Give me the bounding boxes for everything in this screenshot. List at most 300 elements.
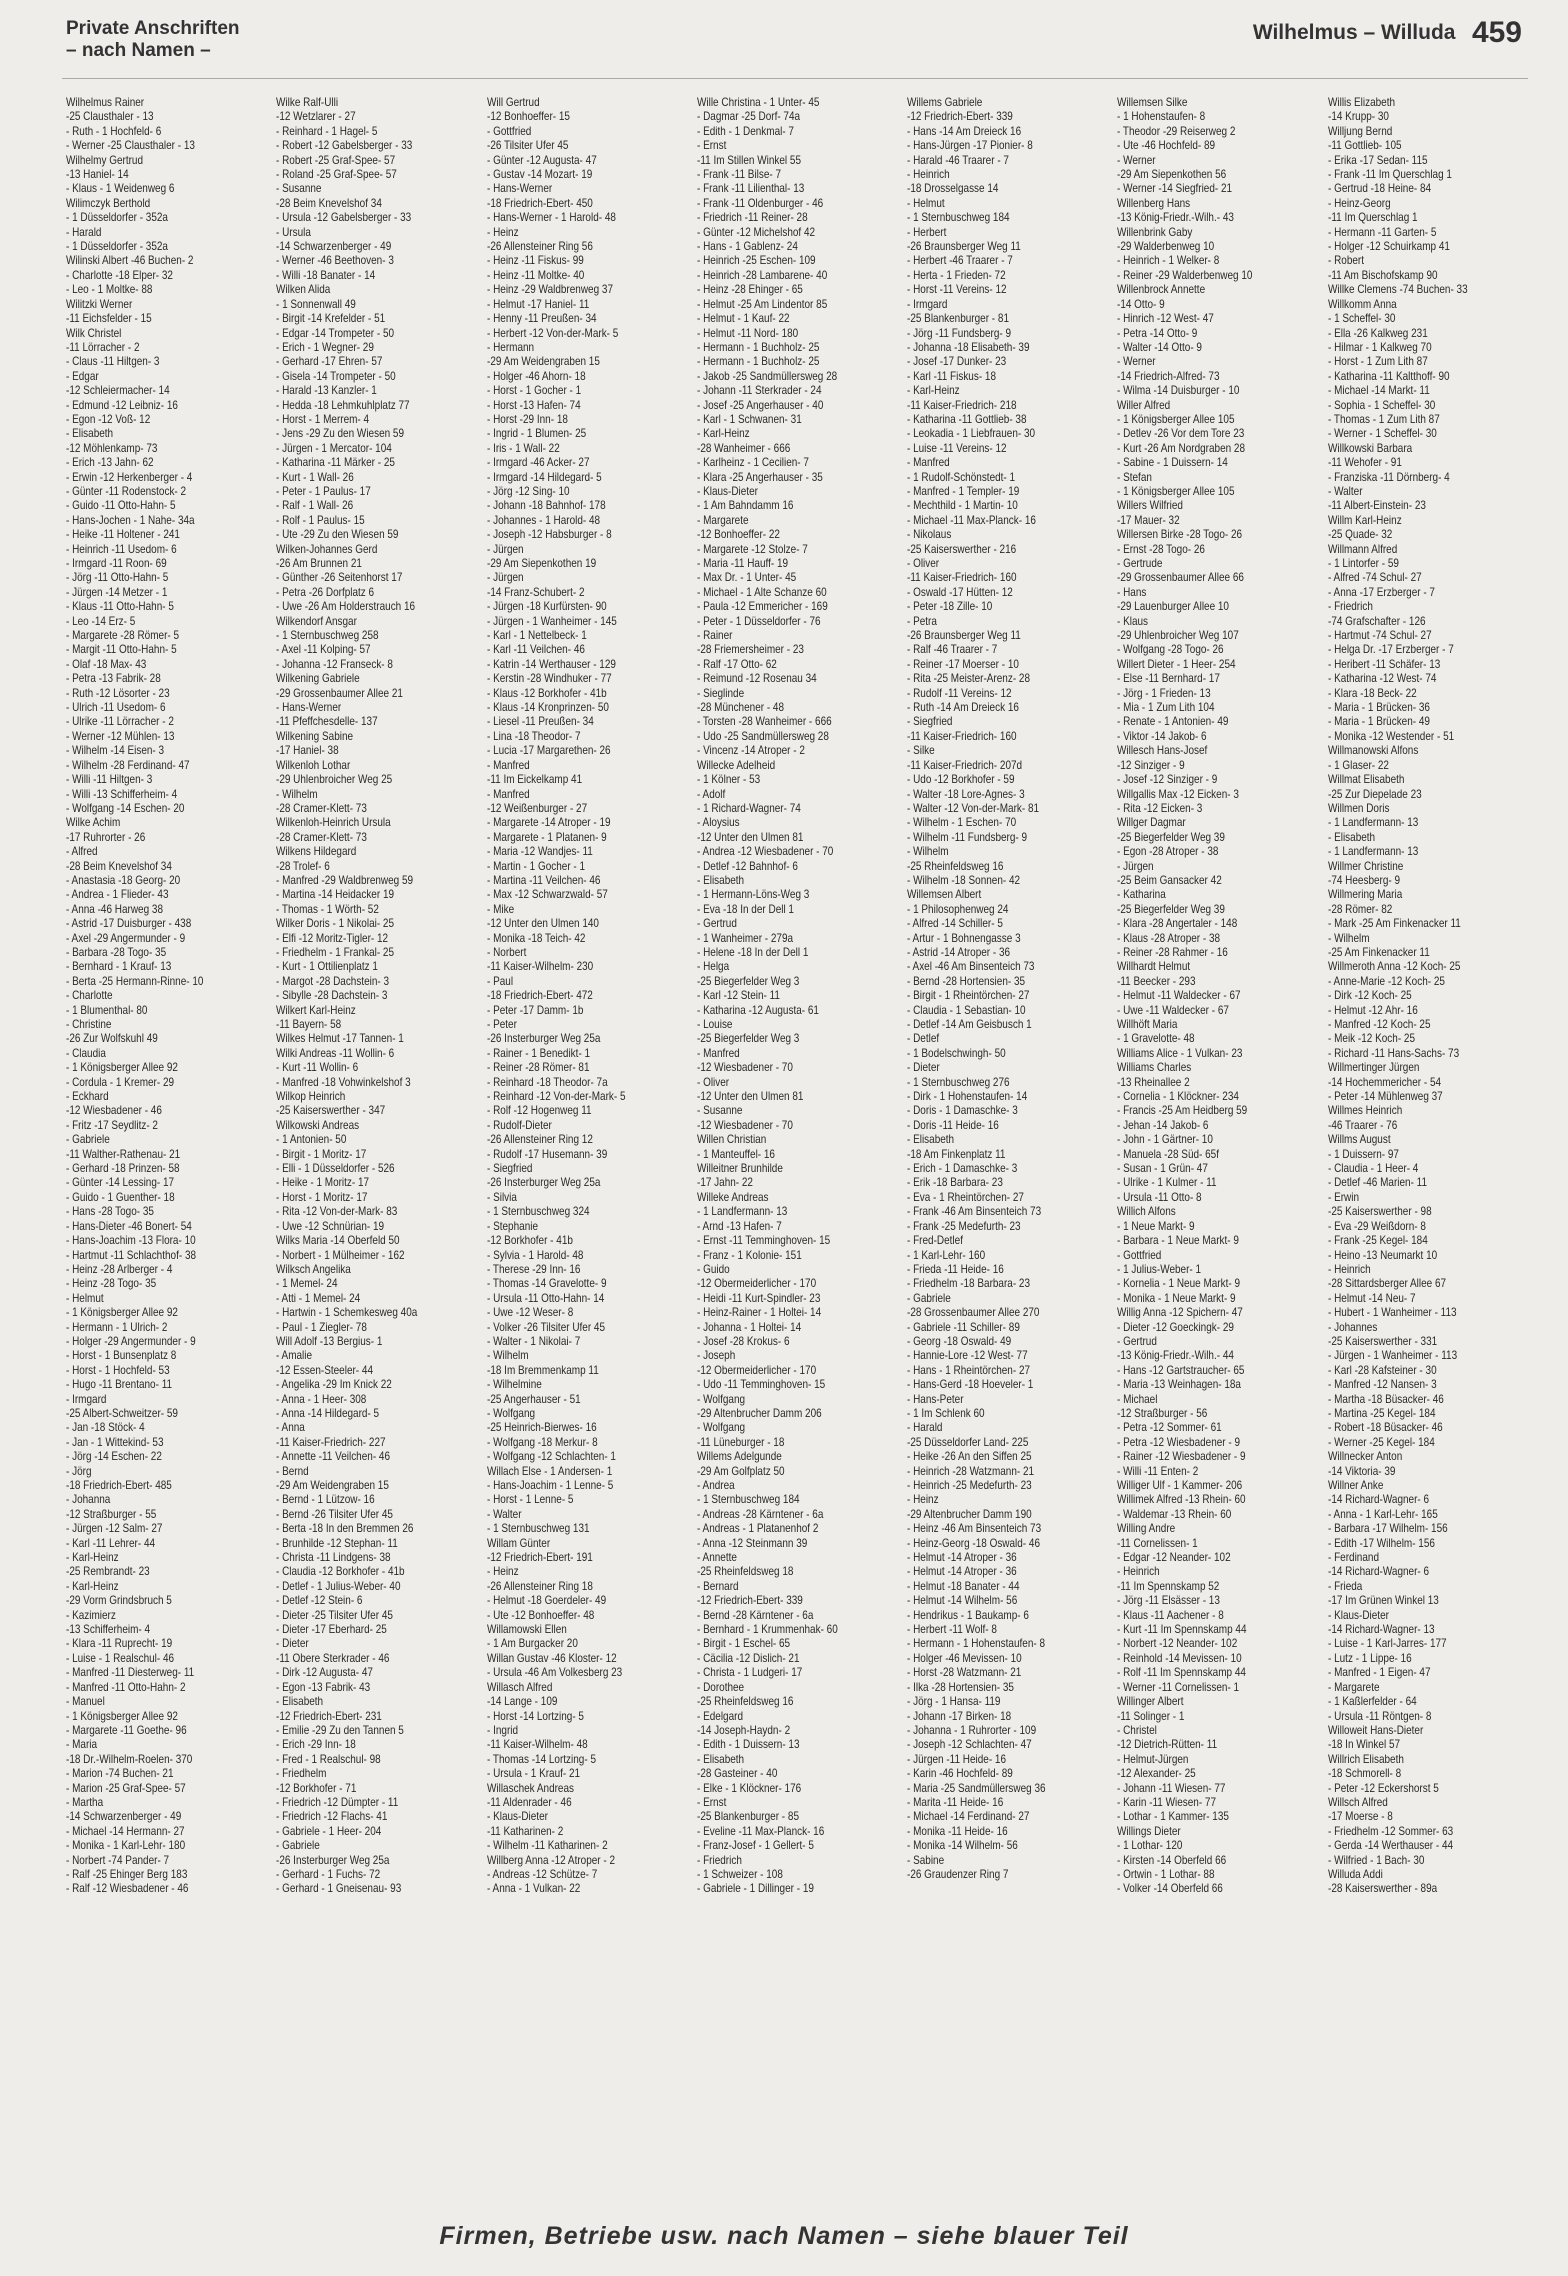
directory-entry: - Peter - 1 Paulus- 17 [276,484,372,498]
directory-entry: - Alfred -14 Schiller- 5 [907,917,1004,931]
directory-entry: - 1 Sternbuschweg 258 [276,629,379,643]
directory-entry: - Theodor -29 Reiserweg 2 [1117,124,1236,138]
directory-entry: - Robert [1327,254,1364,268]
directory-entry: -11 Lörracher - 2 [66,340,140,354]
directory-columns [66,96,1526,2200]
directory-entry: -11 Kaiser-Friedrich- 218 [907,398,1017,412]
directory-entry: - 1 Manteuffel- 16 [696,1147,775,1161]
directory-entry: -11 Walther-Rathenau- 21 [66,1147,181,1161]
directory-entry: - Erika -17 Sedan- 115 [1327,153,1428,167]
directory-entry: - Eveline -11 Max-Planck- 16 [696,1824,825,1838]
directory-entry: - Max Dr. - 1 Unter- 45 [696,571,797,585]
directory-entry: - 1 Königsberger Allee 105 [1117,412,1235,426]
directory-entry: - Hartmut -74 Schul- 27 [1327,629,1432,643]
directory-entry: - Bernd -28 Kärntener - 6a [696,1608,814,1622]
directory-entry: - Karl -11 Fiskus- 18 [907,369,997,383]
directory-entry: - Eva -29 Weißdorn- 8 [1327,1219,1426,1233]
directory-entry: - Dirk -12 Koch- 25 [1327,989,1412,1003]
directory-entry: -29 Uhlenbroicher Weg 107 [1117,629,1240,643]
directory-entry: - Erik -18 Barbara- 23 [907,1176,1004,1190]
directory-entry: Wilkens Hildegard [276,845,357,859]
directory-entry: - Franz-Josef - 1 Gellert- 5 [696,1839,814,1853]
directory-entry: - Gabriele [907,1291,951,1305]
directory-entry: - Thomas -14 Gravelotte- 9 [486,1277,607,1291]
directory-entry: - Gerhard - 1 Gneisenau- 93 [276,1882,402,1896]
directory-entry: - 1 Sonnenwall 49 [276,297,357,311]
directory-entry: - Lina -18 Theodor- 7 [486,729,581,743]
directory-entry: - Wilhelm -11 Katharinen- 2 [486,1839,608,1853]
directory-entry: - Detlef -12 Bahnhof- 6 [696,859,798,873]
directory-entry: - Erich -29 Inn- 18 [276,1738,357,1752]
page-number: 459 [1471,16,1522,49]
directory-entry: - Herbert -12 Von-der-Mark- 5 [486,326,618,340]
directory-entry: - Oliver [907,557,940,570]
directory-entry: - Christa -11 Lindgens- 38 [276,1551,391,1565]
directory-entry: - Harald [66,225,102,239]
directory-entry: - Helmut - 1 Kauf- 22 [696,312,790,326]
directory-entry: - Heinrich -28 Lambarene- 40 [696,268,828,282]
directory-entry: - Frank -11 Lilienthal- 13 [696,182,805,196]
directory-entry: Wilkowski Andreas [276,1118,360,1132]
directory-entry: -18 Schmorell- 8 [1327,1767,1401,1781]
directory-entry: - Hartwin - 1 Schemkesweg 40a [276,1306,418,1320]
directory-entry: - Udo -12 Borkhofer - 59 [907,773,1015,787]
directory-entry: Wilkert Karl-Heinz [276,1003,357,1017]
directory-entry: - Walter [1327,484,1363,498]
directory-entry: - Astrid -14 Atroper - 36 [907,945,1011,959]
directory-entry: - Waldemar -13 Rhein- 60 [1117,1507,1232,1521]
directory-entry: - Hans - 1 Rheintörchen- 27 [907,1363,1031,1377]
directory-entry: - Elisabeth [907,1133,955,1147]
directory-entry: -12 Straßburger - 56 [1117,1406,1208,1420]
directory-entry: - Volker -26 Tilsiter Ufer 45 [486,1320,605,1334]
directory-entry: - Gerhard - 1 Fuchs- 72 [276,1867,381,1881]
directory-entry: - Johann -11 Wiesen- 77 [1117,1781,1226,1795]
directory-entry: - Claudia [66,1046,106,1060]
directory-entry: - Uwe -11 Waldecker - 67 [1117,1003,1230,1017]
directory-entry: - Jürgen -12 Salm- 27 [66,1522,163,1536]
directory-entry: Willemsen Albert [907,888,982,902]
directory-entry: - Vincenz -14 Atroper - 2 [696,744,805,758]
directory-entry: Willeke Andreas [696,1190,769,1204]
directory-entry: Willmes Heinrich [1327,1104,1402,1118]
directory-entry: - Hans -12 Gartstraucher- 65 [1117,1363,1245,1377]
directory-entry: Willkowski Barbara [1327,441,1412,455]
directory-entry: - Ralf -17 Otto- 62 [696,657,777,671]
directory-entry: - Michael -11 Max-Planck- 16 [907,513,1037,527]
directory-entry: - Karin -46 Hochfeld- 89 [907,1767,1014,1781]
directory-entry: - Petra -12 Wiesbadener - 9 [1117,1435,1241,1449]
directory-entry: - Ursula -11 Otto- 8 [1117,1190,1203,1204]
directory-entry: Willenberg Hans [1117,196,1191,210]
directory-entry: - Manfred [486,758,530,772]
directory-entry: -28 Friemersheimer - 23 [696,643,804,657]
directory-entry: - Franziska -11 Dörnberg- 4 [1327,470,1450,484]
directory-entry: - Erich - 1 Wegner- 29 [276,340,375,354]
directory-entry: Willger Dagmar [1117,816,1187,830]
directory-entry: -13 Rheinallee 2 [1117,1075,1191,1089]
directory-entry: -11 Im Eickelkamp 41 [486,773,582,787]
directory-entry: Wilkening Gabriele [276,672,360,686]
directory-entry: - 1 Sternbuschweg 276 [907,1075,1010,1089]
directory-entry: - Heinz [486,1565,519,1579]
directory-entry: - Jürgen - 1 Wanheimer - 145 [486,614,617,628]
directory-entry: Willsch Alfred [1327,1795,1388,1809]
directory-entry: - Karl-Heinz [696,427,750,441]
directory-entry: - Anna -46 Harweg 38 [66,902,164,916]
directory-entry: - Rudolf -17 Husemann- 39 [486,1147,607,1161]
directory-entry: -12 Borkhofer - 41b [486,1234,573,1248]
directory-entry: - Ursula -12 Gabelsberger - 33 [276,211,412,225]
directory-entry: - Anastasia -18 Georg- 20 [66,873,181,887]
directory-entry: - Wolfgang -14 Eschen- 20 [66,801,185,815]
directory-entry: - Ute -29 Zu den Wiesen 59 [276,528,399,542]
directory-entry: Willersen Birke -28 Togo- 26 [1117,528,1243,542]
directory-entry: - Oswald -17 Hütten- 12 [907,585,1013,599]
directory-entry: - Helmut -17 Haniel- 11 [486,297,589,311]
directory-entry: - Werner - 1 Scheffel- 30 [1327,427,1437,441]
directory-entry: - 1 Sternbuschweg 184 [907,211,1010,225]
directory-entry: - Siegfried [486,1162,533,1176]
directory-entry: - Erwin -12 Herkenberger - 4 [66,470,193,484]
directory-entry: Wilkenloh-Heinrich Ursula [276,816,391,830]
directory-entry: -28 Beim Knevelshof 34 [276,196,383,210]
directory-entry: - Luise - 1 Realschul- 46 [66,1651,175,1665]
directory-entry: - Heinz [486,225,519,239]
directory-entry: -25 Rheinfeldsweg 16 [696,1695,794,1709]
directory-entry: - Detlef [907,1032,940,1046]
directory-entry: -25 Clausthaler - 13 [66,110,154,124]
directory-entry: - Guido -11 Otto-Hahn- 5 [66,499,176,513]
footer-note: Firmen, Betriebe usw. nach Namen – siehe blauer Teil [439,2222,1129,2250]
directory-entry: - Emilie -29 Zu den Tannen 5 [276,1723,405,1737]
directory-entry: - Egon -13 Fabrik- 43 [276,1680,371,1694]
directory-entry: - Kazimierz [66,1608,116,1622]
directory-entry: -12 Dietrich-Rütten- 11 [1117,1738,1218,1752]
directory-entry: - Lucia -17 Margarethen- 26 [486,744,611,758]
directory-entry: Willecke Adelheid [696,758,775,772]
directory-entry: - Wolfgang [486,1406,535,1420]
directory-entry: - Elisabeth [66,427,114,441]
directory-entry: - Kirsten -14 Oberfeld 66 [1117,1853,1227,1867]
directory-entry: - Heidi -11 Kurt-Spindler- 23 [696,1291,821,1305]
directory-entry: - Heinz -28 Arlberger - 4 [66,1262,173,1276]
directory-entry: - Josef -28 Krokus- 6 [696,1334,790,1348]
directory-entry: -29 Grossenbaumer Allee 21 [276,686,404,700]
directory-entry: - Paul - 1 Ziegler- 78 [276,1320,368,1334]
directory-entry: - Jürgen - 1 Mercator- 104 [276,441,393,455]
header-divider [62,78,1528,79]
directory-entry: - Hans-Werner [486,182,552,196]
directory-entry: Willms August [1327,1133,1391,1147]
directory-entry: - Erich - 1 Damaschke- 3 [907,1162,1018,1176]
directory-entry: - Claudia - 1 Sebastian- 10 [907,1003,1026,1017]
directory-entry: - Horst -14 Lortzing- 5 [486,1709,584,1723]
directory-entry: - Ursula -46 Am Volkesberg 23 [486,1666,622,1680]
directory-entry: -14 Joseph-Haydn- 2 [696,1723,790,1737]
directory-entry: -17 Ruhrorter - 26 [66,830,146,844]
directory-entry: -12 Wetzlarer - 27 [276,110,356,124]
directory-entry: - Maria - 1 Brücken- 49 [1327,715,1430,729]
directory-entry: - Fred-Detlef [907,1234,964,1248]
directory-entry: - Peter -12 Eckershorst 5 [1327,1781,1439,1795]
directory-entry: -11 Kaiser-Wilhelm- 230 [486,960,593,974]
directory-entry: - Klara -28 Angertaler - 148 [1117,917,1238,931]
directory-entry: - Berta -18 In den Bremmen 26 [276,1522,414,1536]
directory-entry: - Annette [696,1551,737,1565]
directory-entry: -11 Eichsfelder - 15 [66,312,152,326]
directory-entry: -11 Kaiser-Friedrich- 207d [907,758,1023,772]
directory-entry: - Barbara - 1 Neue Markt- 9 [1117,1234,1240,1248]
directory-entry: - 1 Am Burgacker 20 [486,1637,578,1651]
directory-entry: - Maria [66,1738,98,1752]
directory-entry: - Jürgen [486,542,524,556]
directory-entry: - Michael -14 Markt- 11 [1327,384,1430,398]
directory-entry: -25 Biegerfelder Weg 3 [696,974,800,988]
directory-entry: - Sabine [907,1853,945,1867]
directory-entry: -11 Gottlieb- 105 [1327,139,1402,153]
directory-entry: - Helmut -25 Am Lindentor 85 [696,297,828,311]
directory-entry: - Helmut [907,196,945,210]
directory-entry: -17 Im Grünen Winkel 13 [1327,1594,1439,1608]
directory-entry: -12 Friedrich-Ebert- 339 [696,1594,803,1608]
directory-entry: - Petra -12 Sommer- 61 [1117,1421,1223,1435]
directory-entry: - Johann -11 Sterkrader - 24 [696,384,822,398]
directory-entry: - 1 Philosophenweg 24 [907,902,1009,916]
directory-entry: - Rita -25 Meister-Arenz- 28 [907,672,1031,686]
directory-entry: -26 Insterburger Weg 25a [486,1032,601,1046]
directory-entry: - Luise - 1 Karl-Jarres- 177 [1327,1637,1447,1651]
directory-entry: - Heike -26 An den Siffen 25 [907,1450,1032,1464]
directory-entry: Wilk Christel [66,326,122,340]
directory-entry: -11 Solinger - 1 [1117,1709,1185,1723]
directory-entry: -12 Sinziger - 9 [1117,758,1186,772]
directory-entry: -17 Mauer- 32 [1117,513,1181,527]
directory-entry: - Ralf - 1 Wall- 26 [276,499,354,513]
section-title-line2: – nach Namen – [66,40,211,61]
directory-entry: - 1 Schweizer - 108 [696,1867,783,1881]
directory-entry: - Christel [1117,1723,1158,1737]
directory-entry: - Herbert -11 Wolf- 8 [907,1623,998,1637]
directory-entry: -26 Tilsiter Ufer 45 [486,139,569,153]
directory-entry: - Sophia - 1 Scheffel- 30 [1327,398,1436,412]
directory-entry: - Dieter [276,1637,309,1651]
directory-entry: - Kurt -26 Am Nordgraben 28 [1117,441,1246,455]
directory-entry: - Heinrich -11 Usedom- 6 [66,542,177,556]
directory-entry: - Reinhard - 1 Hagel- 5 [276,124,378,138]
directory-entry: - Werner -46 Beethoven- 3 [276,254,395,268]
directory-entry: -28 Münchener - 48 [696,701,784,715]
directory-entry: - Elisabeth [1327,830,1375,844]
directory-entry: - Manfred -18 Vohwinkelshof 3 [276,1075,411,1089]
directory-entry: -13 Haniel- 14 [66,168,129,182]
directory-entry: - Karl -28 Kafsteiner - 30 [1327,1363,1437,1377]
directory-entry: -28 Cramer-Klett- 73 [276,830,368,844]
directory-entry: - Thomas -14 Lortzing- 5 [486,1752,596,1766]
directory-entry: - Irmgard [907,297,948,311]
directory-entry: - Fred - 1 Realschul- 98 [276,1752,382,1766]
directory-entry: - Heinrich [1327,1262,1371,1276]
directory-entry: - Werner -12 Mühlen- 13 [66,729,175,743]
directory-entry: - Karl -12 Stein- 11 [696,989,780,1003]
directory-entry: - Johann -18 Bahnhof- 178 [486,499,606,513]
directory-entry: - Ernst [696,1795,727,1809]
directory-entry: -11 Obere Sterkrader - 46 [276,1651,390,1665]
directory-entry: -25 Düsseldorfer Land- 225 [907,1435,1029,1449]
directory-entry: - John - 1 Gärtner- 10 [1117,1133,1214,1147]
directory-entry: -13 König-Friedr.-Wilh.- 44 [1117,1349,1235,1363]
directory-entry: - Johannes [1327,1320,1378,1334]
directory-entry: - Heinz -11 Moltke- 40 [486,268,584,282]
directory-entry: - Rolf -12 Hogenweg 11 [486,1104,592,1118]
directory-entry: Willmen Doris [1327,801,1390,815]
directory-entry: - Günter -12 Augusta- 47 [486,153,597,167]
directory-entry: - Barbara -17 Wilhelm- 156 [1327,1522,1448,1536]
directory-entry: -11 Cornelissen- 1 [1117,1536,1199,1550]
directory-entry: - Manfred [486,787,530,801]
directory-entry: -28 Wanheimer - 666 [696,441,791,455]
directory-entry: - Hermann - 1 Hohenstaufen- 8 [907,1637,1046,1651]
directory-entry: -28 Sittardsberger Allee 67 [1327,1277,1446,1291]
directory-entry: Wilksch Angelika [276,1262,352,1276]
directory-entry: -29 Uhlenbroicher Weg 25 [276,773,393,787]
directory-entry: - Manfred -11 Diesterweg- 11 [66,1666,195,1680]
directory-entry: - Katrin -14 Werthauser - 129 [486,657,616,671]
directory-entry: - Horst - 1 Lenne- 5 [486,1493,574,1507]
directory-entry: - Jan -18 Stöck- 4 [66,1421,145,1435]
directory-entry: Willis Elizabeth [1327,96,1395,109]
directory-entry: Wilkop Heinrich [276,1090,346,1104]
directory-entry: - Karl -11 Veilchen- 46 [486,643,585,657]
directory-entry: - Ortwin - 1 Lothar- 88 [1117,1867,1215,1881]
directory-entry: Wilkenloh Lothar [276,758,351,772]
directory-entry: Willjung Bernd [1327,124,1392,138]
directory-entry: -17 Jahn- 22 [696,1176,753,1190]
directory-entry: - Wolfgang -18 Merkur- 8 [486,1435,598,1449]
directory-entry: Willenbrink Gaby [1117,225,1193,239]
directory-entry: - Reinhold -14 Mevissen- 10 [1117,1651,1243,1665]
directory-entry: - Therese -29 Inn- 16 [486,1262,581,1276]
directory-entry: - Robert -18 Büsacker- 46 [1327,1421,1443,1435]
directory-entry: - Hartmut -11 Schlachthof- 38 [66,1248,197,1262]
directory-entry: - Horst - 1 Zum Lith 87 [1327,355,1428,369]
directory-entry: - Mechthild - 1 Martin- 10 [907,499,1018,513]
directory-entry: - Silke [907,744,935,758]
directory-entry: - Andreas - 1 Platanenhof 2 [696,1522,819,1536]
directory-entry: - Ralf -25 Ehinger Berg 183 [66,1867,188,1881]
directory-entry: - Helene -18 In der Dell 1 [696,945,809,959]
directory-entry: - Wilhelm [486,1349,529,1363]
directory-entry: Willing Andre [1117,1522,1176,1536]
directory-entry: -12 Borkhofer - 71 [276,1781,357,1795]
directory-entry: - Manfred -12 Nansen- 3 [1327,1378,1437,1392]
directory-entry: - Mia - 1 Zum Lith 104 [1117,701,1215,715]
directory-entry: - Frank -11 Oldenburger - 46 [696,196,824,210]
directory-column [907,96,1105,2200]
directory-entry: - Cornelia - 1 Klöckner- 234 [1117,1090,1240,1104]
directory-entry: - Susanne [696,1104,743,1118]
directory-entry: - Wilhelm - 1 Eschen- 70 [907,816,1017,830]
directory-entry: - 1 Richard-Wagner- 74 [696,801,801,815]
directory-column [66,96,264,2200]
directory-entry: -29 Am Siepenkothen 19 [486,557,596,570]
directory-entry: -14 Hochemmericher - 54 [1327,1075,1441,1089]
directory-entry: Willmann Alfred [1327,542,1397,556]
directory-entry: - 1 Memel- 24 [276,1277,338,1291]
directory-entry: - Hans-Werner - 1 Harold- 48 [486,211,616,225]
directory-entry: - Mark -25 Am Finkenacker 11 [1327,917,1461,931]
directory-entry: - Gabriele [276,1839,321,1853]
directory-entry: - Marion -74 Buchen- 21 [66,1767,174,1781]
directory-entry: - Michael -14 Ferdinand- 27 [907,1810,1030,1824]
directory-entry: - Klara -25 Angerhauser - 35 [696,470,823,484]
directory-entry: - Sylvia - 1 Harold- 48 [486,1248,583,1262]
directory-entry: - Manfred -11 Otto-Hahn- 2 [66,1680,186,1694]
directory-entry: - Anna - 1 Vulkan- 22 [486,1882,580,1896]
section-title-line1: Private Anschriften [66,18,240,39]
directory-entry: -25 Biegerfelder Weg 39 [1117,902,1226,916]
directory-entry: - Jürgen -14 Metzer - 1 [66,585,168,599]
directory-entry: - Heinrich -28 Watzmann- 21 [907,1464,1035,1478]
directory-entry: - Axel -11 Kolping- 57 [276,643,371,657]
directory-entry: -11 Kaiser-Friedrich- 227 [276,1435,386,1449]
directory-entry: - Harald [907,1421,943,1435]
directory-entry: - Leokadia - 1 Liebfrauen- 30 [907,427,1036,441]
directory-entry: - Helga Dr. -17 Erzberger - 7 [1327,643,1454,657]
directory-entry: Will Adolf -13 Bergius- 1 [276,1334,383,1348]
directory-entry: - Werner -14 Siegfried- 21 [1117,182,1233,196]
directory-entry: - 1 Landfermann- 13 [1327,816,1419,830]
directory-entry: - Andrea [696,1479,735,1492]
directory-entry: - Frank -25 Medefurth- 23 [907,1219,1021,1233]
page-range-header [1253,16,1522,50]
directory-entry: - Heribert -11 Schäfer- 13 [1327,657,1441,671]
directory-entry: - Ulrich -11 Usedom- 6 [66,701,166,715]
directory-entry: -29 Grossenbaumer Allee 66 [1117,571,1245,585]
directory-entry: -14 Schwarzenberger - 49 [276,240,392,254]
directory-entry: - Manuela -28 Süd- 65f [1117,1147,1220,1161]
directory-entry: - Arnd -13 Hafen- 7 [696,1219,782,1233]
directory-entry: - Lutz - 1 Lippe- 16 [1327,1651,1412,1665]
directory-entry: Willenbrock Annette [1117,283,1206,297]
directory-entry: - Amalie [276,1349,313,1363]
directory-entry: Willkomm Anna [1327,297,1397,311]
directory-entry: - Werner -25 Clausthaler - 13 [66,139,195,153]
directory-entry: -11 Lüneburger - 18 [696,1435,785,1449]
directory-entry: - Hilmar - 1 Kalkweg 70 [1327,340,1432,354]
directory-entry: - Gabriele - 1 Heer- 204 [276,1824,382,1838]
directory-entry: - Katharina -12 West- 74 [1327,672,1437,686]
directory-entry: Willaschek Andreas [486,1781,574,1795]
directory-entry: -25 Kaiserswerther - 331 [1327,1334,1437,1348]
directory-entry: - Horst -11 Vereins- 12 [907,283,1007,297]
directory-entry: - Hubert - 1 Wanheimer - 113 [1327,1306,1457,1320]
directory-entry: Willmanowski Alfons [1327,744,1419,758]
directory-entry: - Jörg -11 Fundsberg- 9 [907,326,1012,340]
directory-entry: - Gabriele -11 Schiller- 89 [907,1320,1021,1334]
directory-entry: - Klaus-Dieter [486,1810,548,1824]
directory-entry: Willers Wilfried [1117,499,1184,513]
directory-entry: - Friedhelm - 1 Frankal- 25 [276,945,395,959]
directory-entry: - Helmut -14 Wilhelm- 56 [907,1594,1018,1608]
directory-entry: -12 Bonhoeffer- 22 [696,528,780,542]
directory-entry: - Hans - 1 Gablenz- 24 [696,240,798,254]
directory-entry: - Reinhard -12 Von-der-Mark- 5 [486,1090,626,1104]
directory-entry: - Sieglinde [696,686,744,700]
directory-entry: -29 Am Weidengraben 15 [486,355,600,369]
directory-entry: - Karl -11 Lehrer- 44 [66,1536,156,1550]
directory-entry: - Friedrich [1327,600,1373,614]
